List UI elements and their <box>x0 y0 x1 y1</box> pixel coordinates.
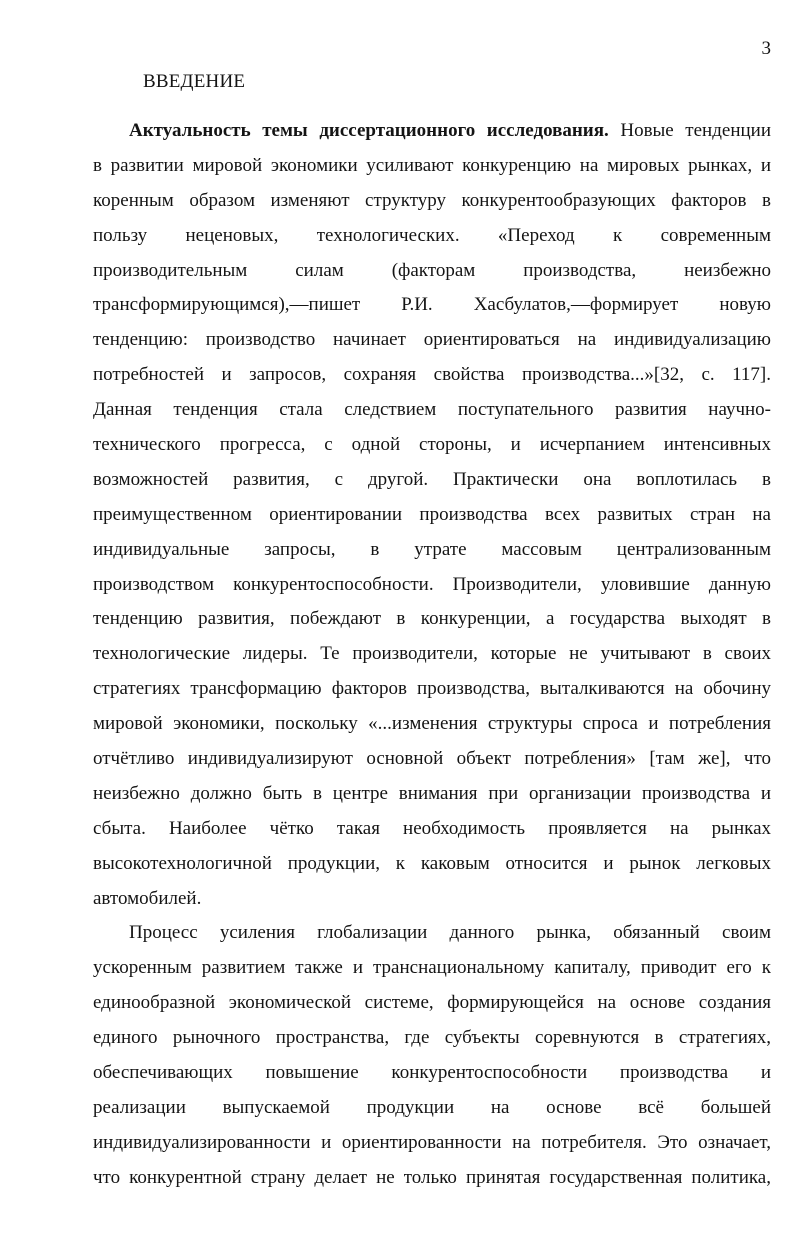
text-line: что конкурентной страну делает не только принятая государственная политика, <box>93 1166 771 1188</box>
text-line: сбыта. Наиболее чётко такая необходимость проявляется на рынках <box>93 817 771 839</box>
text-line: тенденцию развития, побеждают в конкуренции, а государства выходят в <box>93 608 771 630</box>
text-line: технологические лидеры. Те производители, которые не учитывают в своих <box>93 643 771 665</box>
text-line: реализации выпускаемой продукции на основе всё большей <box>93 1096 771 1118</box>
text-line: пользу неценовых, технологических. «Переход к современным <box>93 224 771 246</box>
text-line: высокотехнологичной продукции, к каковым относится и рынок легковых <box>93 852 771 874</box>
text-line: возможностей развития, с другой. Практически она воплотилась в <box>93 468 771 490</box>
text-line: потребностей и запросов, сохраняя свойства производства...»[32, с. 117]. <box>93 364 771 386</box>
text-line: преимущественном ориентировании производства всех развитых стран на <box>93 503 771 525</box>
text-line: индивидуализированности и ориентированности на потребителя. Это означает, <box>93 1131 771 1153</box>
text-line: стратегиях трансформацию факторов производства, выталкиваются на обочину <box>93 678 771 700</box>
text-line: обеспечивающих повышение конкурентоспособности производства и <box>93 1062 771 1084</box>
section-heading: ВВЕДЕНИЕ <box>143 71 246 92</box>
text-line: в развитии мировой экономики усиливают конкуренцию на мировых рынках, и <box>93 154 771 176</box>
text-line: единообразной экономической системе, формирующейся на основе создания <box>93 992 771 1014</box>
text-line: трансформирующимся),—пишет Р.И. Хасбулатов,—формирует новую <box>93 294 771 316</box>
text-line: мировой экономики, поскольку «...изменения структуры спроса и потребления <box>93 713 771 735</box>
text-line: индивидуальные запросы, в утрате массовым централизованным <box>93 538 771 560</box>
text-line: единого рыночного пространства, где субъекты соревнуются в стратегиях, <box>93 1027 771 1049</box>
text-line: отчётливо индивидуализируют основной объект потребления» [там же], что <box>93 748 771 770</box>
text-line: автомобилей. <box>93 887 202 909</box>
text-line: производством конкурентоспособности. Производители, уловившие данную <box>93 573 771 595</box>
text-line: неизбежно должно быть в центре внимания при организации производства и <box>93 782 771 804</box>
text-line: технического прогресса, с одной стороны, и исчерпанием интенсивных <box>93 434 771 456</box>
paragraph-lead: Актуальность темы диссертационного исследования. <box>129 120 609 141</box>
text-line-rest: Новые тенденции <box>608 120 771 141</box>
text-line: Процесс усиления глобализации данного рынка, обязанный своим <box>129 922 771 944</box>
text-line: Данная тенденция стала следствием поступательного развития научно- <box>93 399 771 421</box>
text-line: ускоренным развитием также и транснациональному капиталу, приводит его к <box>93 957 771 979</box>
text-line: коренным образом изменяют структуру конкурентообразующих факторов в <box>93 189 771 211</box>
page-number: 3 <box>761 38 771 59</box>
body-text <box>93 114 771 1196</box>
text-line <box>93 114 771 149</box>
text-line: производительным силам (факторам производства, неизбежно <box>93 259 771 281</box>
text-line: тенденцию: производство начинает ориентироваться на индивидуализацию <box>93 329 771 351</box>
